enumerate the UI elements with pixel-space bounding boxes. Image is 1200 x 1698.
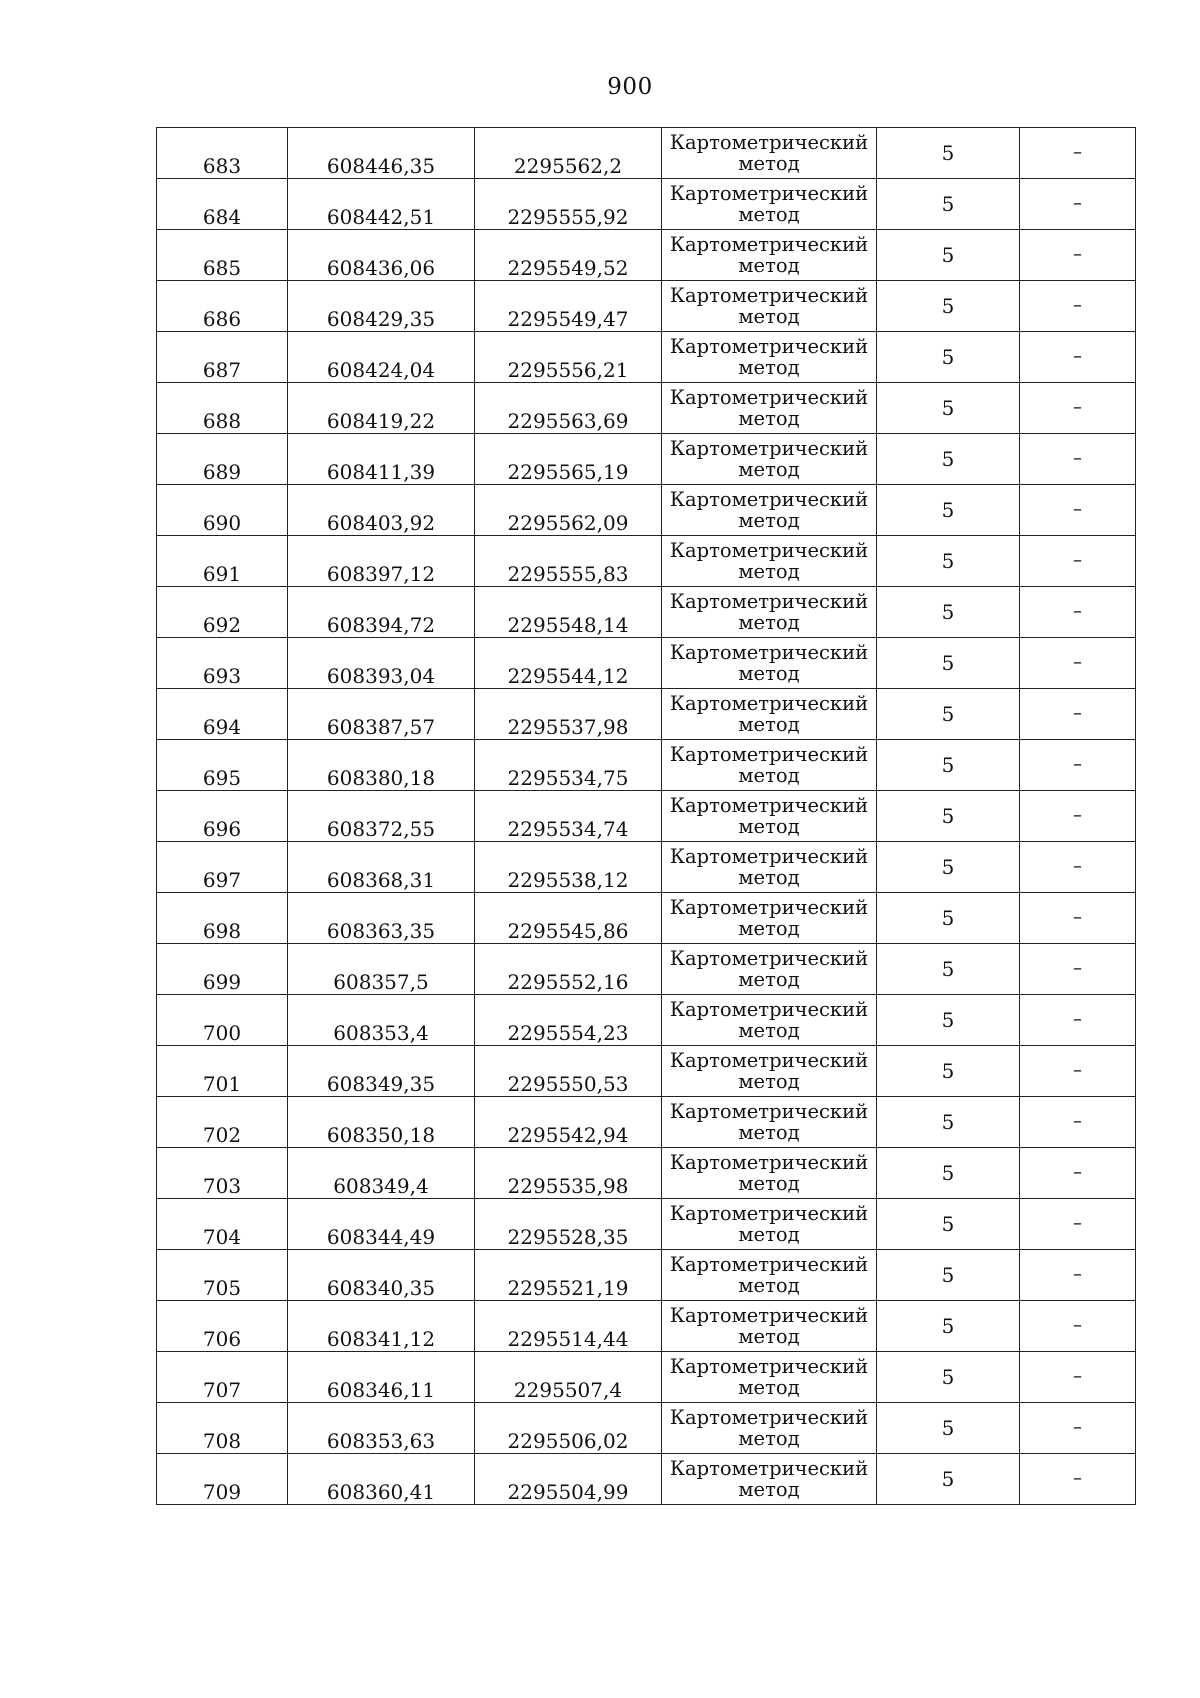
x-coordinate-cell: 608349,35	[288, 1046, 475, 1097]
x-coordinate-cell: 608436,06	[288, 230, 475, 281]
method-line-1: Картометрический	[669, 232, 869, 256]
y-coordinate-cell: 2295542,94	[475, 1097, 662, 1148]
method-line-1: Картометрический	[669, 436, 869, 460]
table-row	[157, 281, 1136, 332]
page-number: 900	[607, 74, 653, 100]
method-cell	[662, 485, 877, 536]
y-coordinate-cell: 2295552,16	[475, 944, 662, 995]
method-line-2: метод	[738, 1427, 800, 1450]
note-cell: –	[1020, 128, 1136, 179]
point-number-cell: 695	[157, 740, 288, 791]
point-number-cell: 706	[157, 1301, 288, 1352]
method-cell	[662, 1454, 877, 1505]
method-line-2: метод	[738, 509, 800, 532]
x-coordinate-cell: 608394,72	[288, 587, 475, 638]
y-coordinate-cell: 2295538,12	[475, 842, 662, 893]
x-coordinate-cell: 608393,04	[288, 638, 475, 689]
note-cell: –	[1020, 536, 1136, 587]
y-coordinate-cell: 2295528,35	[475, 1199, 662, 1250]
method-cell	[662, 587, 877, 638]
table-row	[157, 1454, 1136, 1505]
accuracy-cell: 5	[877, 1403, 1020, 1454]
point-number-cell: 685	[157, 230, 288, 281]
method-line-1: Картометрический	[669, 130, 869, 154]
note-cell: –	[1020, 740, 1136, 791]
y-coordinate-cell: 2295521,19	[475, 1250, 662, 1301]
accuracy-cell: 5	[877, 944, 1020, 995]
note-cell: –	[1020, 791, 1136, 842]
method-line-1: Картометрический	[669, 1150, 869, 1174]
table-row	[157, 1403, 1136, 1454]
table-row	[157, 485, 1136, 536]
accuracy-cell: 5	[877, 1199, 1020, 1250]
table-row	[157, 1352, 1136, 1403]
x-coordinate-cell: 608372,55	[288, 791, 475, 842]
method-line-1: Картометрический	[669, 385, 869, 409]
method-line-2: метод	[738, 254, 800, 277]
note-cell: –	[1020, 1352, 1136, 1403]
method-line-1: Картометрический	[669, 538, 869, 562]
x-coordinate-cell: 608346,11	[288, 1352, 475, 1403]
method-cell	[662, 1148, 877, 1199]
note-cell: –	[1020, 638, 1136, 689]
accuracy-cell: 5	[877, 791, 1020, 842]
y-coordinate-cell: 2295550,53	[475, 1046, 662, 1097]
method-line-2: метод	[738, 203, 800, 226]
accuracy-cell: 5	[877, 1250, 1020, 1301]
method-cell	[662, 791, 877, 842]
x-coordinate-cell: 608429,35	[288, 281, 475, 332]
y-coordinate-cell: 2295545,86	[475, 893, 662, 944]
method-line-1: Картометрический	[669, 793, 869, 817]
table-row	[157, 893, 1136, 944]
note-cell: –	[1020, 1097, 1136, 1148]
point-number-cell: 687	[157, 332, 288, 383]
point-number-cell: 694	[157, 689, 288, 740]
x-coordinate-cell: 608349,4	[288, 1148, 475, 1199]
note-cell: –	[1020, 1148, 1136, 1199]
method-cell	[662, 893, 877, 944]
table-row	[157, 128, 1136, 179]
accuracy-cell: 5	[877, 485, 1020, 536]
y-coordinate-cell: 2295555,83	[475, 536, 662, 587]
method-line-2: метод	[738, 1019, 800, 1042]
x-coordinate-cell: 608350,18	[288, 1097, 475, 1148]
table-row	[157, 1250, 1136, 1301]
method-line-2: метод	[738, 1070, 800, 1093]
point-number-cell: 702	[157, 1097, 288, 1148]
y-coordinate-cell: 2295555,92	[475, 179, 662, 230]
note-cell: –	[1020, 1454, 1136, 1505]
note-cell: –	[1020, 587, 1136, 638]
note-cell: –	[1020, 995, 1136, 1046]
method-cell	[662, 740, 877, 791]
method-line-1: Картометрический	[669, 691, 869, 715]
table-row	[157, 689, 1136, 740]
method-line-2: метод	[738, 152, 800, 175]
method-line-2: метод	[738, 917, 800, 940]
method-line-2: метод	[738, 1325, 800, 1348]
note-cell: –	[1020, 230, 1136, 281]
method-line-1: Картометрический	[669, 1048, 869, 1072]
x-coordinate-cell: 608411,39	[288, 434, 475, 485]
accuracy-cell: 5	[877, 638, 1020, 689]
y-coordinate-cell: 2295506,02	[475, 1403, 662, 1454]
method-line-2: метод	[738, 662, 800, 685]
table-row	[157, 179, 1136, 230]
point-number-cell: 693	[157, 638, 288, 689]
method-cell	[662, 1046, 877, 1097]
note-cell: –	[1020, 893, 1136, 944]
method-line-1: Картометрический	[669, 181, 869, 205]
point-number-cell: 705	[157, 1250, 288, 1301]
note-cell: –	[1020, 332, 1136, 383]
point-number-cell: 704	[157, 1199, 288, 1250]
method-line-1: Картометрический	[669, 742, 869, 766]
x-coordinate-cell: 608387,57	[288, 689, 475, 740]
accuracy-cell: 5	[877, 1454, 1020, 1505]
y-coordinate-cell: 2295507,4	[475, 1352, 662, 1403]
accuracy-cell: 5	[877, 842, 1020, 893]
method-cell	[662, 1199, 877, 1250]
table-row	[157, 995, 1136, 1046]
y-coordinate-cell: 2295504,99	[475, 1454, 662, 1505]
x-coordinate-cell: 608357,5	[288, 944, 475, 995]
table-row	[157, 434, 1136, 485]
x-coordinate-cell: 608397,12	[288, 536, 475, 587]
x-coordinate-cell: 608344,49	[288, 1199, 475, 1250]
method-cell	[662, 1403, 877, 1454]
point-number-cell: 691	[157, 536, 288, 587]
point-number-cell: 700	[157, 995, 288, 1046]
note-cell: –	[1020, 434, 1136, 485]
accuracy-cell: 5	[877, 587, 1020, 638]
point-number-cell: 683	[157, 128, 288, 179]
method-cell	[662, 1097, 877, 1148]
point-number-cell: 707	[157, 1352, 288, 1403]
note-cell: –	[1020, 1250, 1136, 1301]
y-coordinate-cell: 2295562,09	[475, 485, 662, 536]
y-coordinate-cell: 2295534,74	[475, 791, 662, 842]
y-coordinate-cell: 2295534,75	[475, 740, 662, 791]
accuracy-cell: 5	[877, 740, 1020, 791]
point-number-cell: 692	[157, 587, 288, 638]
point-number-cell: 698	[157, 893, 288, 944]
accuracy-cell: 5	[877, 281, 1020, 332]
accuracy-cell: 5	[877, 128, 1020, 179]
table-row	[157, 1301, 1136, 1352]
method-cell	[662, 689, 877, 740]
y-coordinate-cell: 2295537,98	[475, 689, 662, 740]
x-coordinate-cell: 608363,35	[288, 893, 475, 944]
point-number-cell: 709	[157, 1454, 288, 1505]
method-line-1: Картометрический	[669, 640, 869, 664]
point-number-cell: 703	[157, 1148, 288, 1199]
method-line-2: метод	[738, 305, 800, 328]
method-line-2: метод	[738, 458, 800, 481]
method-cell	[662, 944, 877, 995]
accuracy-cell: 5	[877, 1148, 1020, 1199]
note-cell: –	[1020, 1301, 1136, 1352]
y-coordinate-cell: 2295549,47	[475, 281, 662, 332]
method-cell	[662, 1301, 877, 1352]
point-number-cell: 697	[157, 842, 288, 893]
method-line-1: Картометрический	[669, 283, 869, 307]
table-row	[157, 638, 1136, 689]
x-coordinate-cell: 608353,63	[288, 1403, 475, 1454]
table-row	[157, 740, 1136, 791]
note-cell: –	[1020, 689, 1136, 740]
method-line-1: Картометрический	[669, 1201, 869, 1225]
x-coordinate-cell: 608360,41	[288, 1454, 475, 1505]
x-coordinate-cell: 608340,35	[288, 1250, 475, 1301]
note-cell: –	[1020, 383, 1136, 434]
x-coordinate-cell: 608353,4	[288, 995, 475, 1046]
method-line-2: метод	[738, 1478, 800, 1501]
y-coordinate-cell: 2295548,14	[475, 587, 662, 638]
table-row	[157, 1097, 1136, 1148]
note-cell: –	[1020, 842, 1136, 893]
accuracy-cell: 5	[877, 230, 1020, 281]
table-row	[157, 1046, 1136, 1097]
y-coordinate-cell: 2295562,2	[475, 128, 662, 179]
method-cell	[662, 281, 877, 332]
coordinates-table-body	[157, 128, 1136, 1505]
point-number-cell: 684	[157, 179, 288, 230]
method-cell	[662, 638, 877, 689]
x-coordinate-cell: 608403,92	[288, 485, 475, 536]
point-number-cell: 701	[157, 1046, 288, 1097]
point-number-cell: 699	[157, 944, 288, 995]
accuracy-cell: 5	[877, 332, 1020, 383]
method-line-2: метод	[738, 1223, 800, 1246]
y-coordinate-cell: 2295565,19	[475, 434, 662, 485]
method-line-1: Картометрический	[669, 1405, 869, 1429]
method-line-2: метод	[738, 713, 800, 736]
accuracy-cell: 5	[877, 1097, 1020, 1148]
table-row	[157, 230, 1136, 281]
method-cell	[662, 434, 877, 485]
method-line-2: метод	[738, 866, 800, 889]
method-cell	[662, 128, 877, 179]
note-cell: –	[1020, 179, 1136, 230]
table-row	[157, 842, 1136, 893]
method-line-1: Картометрический	[669, 946, 869, 970]
method-line-1: Картометрический	[669, 1354, 869, 1378]
point-number-cell: 686	[157, 281, 288, 332]
note-cell: –	[1020, 1199, 1136, 1250]
method-cell	[662, 230, 877, 281]
method-cell	[662, 179, 877, 230]
method-line-1: Картометрический	[669, 997, 869, 1021]
point-number-cell: 708	[157, 1403, 288, 1454]
method-cell	[662, 842, 877, 893]
method-cell	[662, 995, 877, 1046]
x-coordinate-cell: 608442,51	[288, 179, 475, 230]
method-line-2: метод	[738, 1121, 800, 1144]
table-row	[157, 383, 1136, 434]
method-line-2: метод	[738, 560, 800, 583]
point-number-cell: 688	[157, 383, 288, 434]
y-coordinate-cell: 2295514,44	[475, 1301, 662, 1352]
y-coordinate-cell: 2295556,21	[475, 332, 662, 383]
point-number-cell: 689	[157, 434, 288, 485]
table-row	[157, 536, 1136, 587]
x-coordinate-cell: 608446,35	[288, 128, 475, 179]
accuracy-cell: 5	[877, 383, 1020, 434]
method-line-1: Картометрический	[669, 589, 869, 613]
method-line-1: Картометрический	[669, 895, 869, 919]
table-row	[157, 1199, 1136, 1250]
accuracy-cell: 5	[877, 536, 1020, 587]
y-coordinate-cell: 2295549,52	[475, 230, 662, 281]
method-line-2: метод	[738, 1376, 800, 1399]
method-line-1: Картометрический	[669, 1456, 869, 1480]
accuracy-cell: 5	[877, 893, 1020, 944]
table-row	[157, 791, 1136, 842]
method-line-1: Картометрический	[669, 487, 869, 511]
method-line-1: Картометрический	[669, 1303, 869, 1327]
table-row	[157, 587, 1136, 638]
accuracy-cell: 5	[877, 1352, 1020, 1403]
method-line-2: метод	[738, 764, 800, 787]
table-row	[157, 332, 1136, 383]
note-cell: –	[1020, 281, 1136, 332]
x-coordinate-cell: 608380,18	[288, 740, 475, 791]
method-line-1: Картометрический	[669, 334, 869, 358]
method-cell	[662, 1250, 877, 1301]
method-line-2: метод	[738, 1172, 800, 1195]
method-cell	[662, 383, 877, 434]
note-cell: –	[1020, 485, 1136, 536]
y-coordinate-cell: 2295544,12	[475, 638, 662, 689]
method-line-2: метод	[738, 407, 800, 430]
method-cell	[662, 332, 877, 383]
x-coordinate-cell: 608341,12	[288, 1301, 475, 1352]
method-cell	[662, 1352, 877, 1403]
accuracy-cell: 5	[877, 1301, 1020, 1352]
accuracy-cell: 5	[877, 1046, 1020, 1097]
table-row	[157, 1148, 1136, 1199]
method-line-2: метод	[738, 968, 800, 991]
x-coordinate-cell: 608419,22	[288, 383, 475, 434]
accuracy-cell: 5	[877, 689, 1020, 740]
table-row	[157, 944, 1136, 995]
method-line-1: Картометрический	[669, 1099, 869, 1123]
accuracy-cell: 5	[877, 995, 1020, 1046]
method-line-2: метод	[738, 815, 800, 838]
note-cell: –	[1020, 1046, 1136, 1097]
y-coordinate-cell: 2295554,23	[475, 995, 662, 1046]
note-cell: –	[1020, 944, 1136, 995]
coordinates-table	[156, 127, 1136, 1505]
x-coordinate-cell: 608368,31	[288, 842, 475, 893]
x-coordinate-cell: 608424,04	[288, 332, 475, 383]
method-line-1: Картометрический	[669, 1252, 869, 1276]
method-line-1: Картометрический	[669, 844, 869, 868]
note-cell: –	[1020, 1403, 1136, 1454]
y-coordinate-cell: 2295535,98	[475, 1148, 662, 1199]
accuracy-cell: 5	[877, 179, 1020, 230]
method-line-2: метод	[738, 611, 800, 634]
point-number-cell: 690	[157, 485, 288, 536]
point-number-cell: 696	[157, 791, 288, 842]
accuracy-cell: 5	[877, 434, 1020, 485]
method-line-2: метод	[738, 356, 800, 379]
method-line-2: метод	[738, 1274, 800, 1297]
method-cell	[662, 536, 877, 587]
y-coordinate-cell: 2295563,69	[475, 383, 662, 434]
